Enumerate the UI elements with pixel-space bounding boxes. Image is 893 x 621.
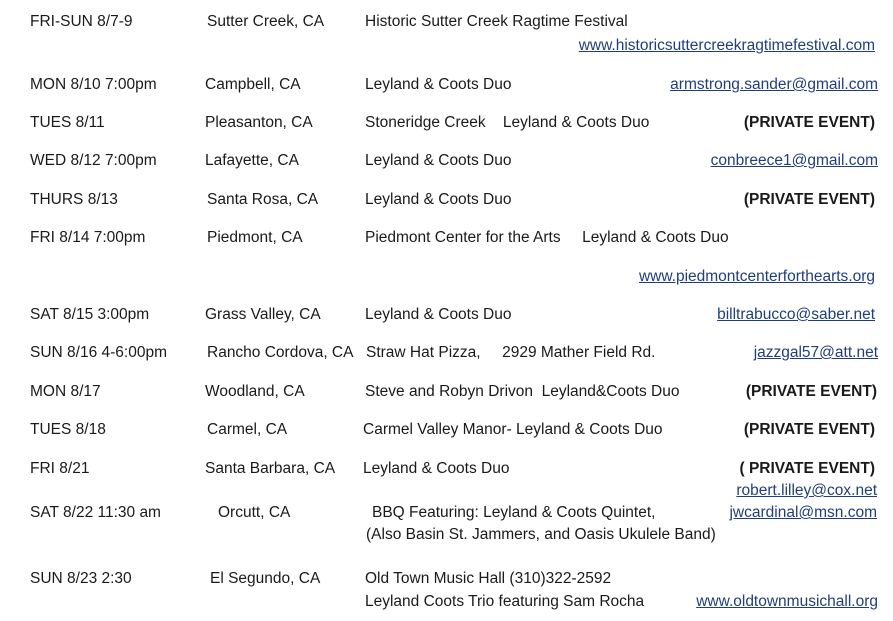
event-location: Campbell, CA xyxy=(205,76,301,93)
event-contact-link[interactable]: armstrong.sander@gmail.com xyxy=(670,76,878,93)
event-details: Steve and Robyn Drivon Leyland&Coots Duo xyxy=(365,383,680,400)
event-details: Leyland & Coots Duo xyxy=(365,76,512,93)
event-details: Leyland & Coots Duo xyxy=(365,152,512,169)
private-event-label: ( PRIVATE EVENT) xyxy=(739,460,875,477)
event-location: Santa Rosa, CA xyxy=(207,191,319,208)
event-details: BBQ Featuring: Leyland & Coots Quintet, xyxy=(372,504,656,521)
event-date: SUN 8/23 2:30 xyxy=(30,570,132,587)
event-date: FRI 8/14 7:00pm xyxy=(30,229,146,246)
event-location: Grass Valley, CA xyxy=(205,306,321,323)
event-location: El Segundo, CA xyxy=(210,570,321,587)
event-contact-link[interactable]: billtrabucco@saber.net xyxy=(717,306,875,323)
event-date: SUN 8/16 4-6:00pm xyxy=(30,344,167,361)
event-contact-link[interactable]: jwcardinal@msn.com xyxy=(729,504,877,521)
event-date: FRI 8/21 xyxy=(30,460,90,477)
event-details-extra: Leyland Coots Trio featuring Sam Rocha xyxy=(365,593,645,610)
event-contact-link[interactable]: www.historicsuttercreekragtimefestival.com xyxy=(578,37,875,54)
private-event-label: (PRIVATE EVENT) xyxy=(743,114,875,131)
event-details: Stoneridge Creek Leyland & Coots Duo xyxy=(365,114,650,131)
event-details: Leyland & Coots Duo xyxy=(365,191,512,208)
event-date: MON 8/10 7:00pm xyxy=(30,76,157,93)
event-location: Carmel, CA xyxy=(207,421,288,438)
event-details: Leyland & Coots Duo xyxy=(365,306,512,323)
event-date: TUES 8/11 xyxy=(30,114,105,131)
event-details: Piedmont Center for the Arts Leyland & Coots Duo xyxy=(365,229,729,246)
event-location: Woodland, CA xyxy=(205,383,305,400)
event-details: Old Town Music Hall (310)322-2592 xyxy=(365,570,612,587)
event-contact-link[interactable]: jazzgal57@att.net xyxy=(753,344,878,361)
event-location: Piedmont, CA xyxy=(207,229,303,246)
event-date: SAT 8/22 11:30 am xyxy=(30,504,161,521)
event-date: SAT 8/15 3:00pm xyxy=(30,306,150,323)
event-details: Leyland & Coots Duo xyxy=(363,460,510,477)
event-details-extra: (Also Basin St. Jammers, and Oasis Ukulele Band) xyxy=(366,526,716,543)
event-contact-link[interactable]: www.oldtownmusichall.org xyxy=(696,593,878,610)
event-date: MON 8/17 xyxy=(30,383,101,400)
event-details: Carmel Valley Manor- Leyland & Coots Duo xyxy=(363,421,663,438)
event-location: Orcutt, CA xyxy=(218,504,291,521)
event-contact-link[interactable]: www.piedmontcenterforthearts.org xyxy=(638,268,875,285)
event-date: TUES 8/18 xyxy=(30,421,106,438)
event-date: THURS 8/13 xyxy=(30,191,118,208)
private-event-label: (PRIVATE EVENT) xyxy=(743,421,875,438)
event-contact-link[interactable]: robert.lilley@cox.net xyxy=(736,482,877,499)
private-event-label: (PRIVATE EVENT) xyxy=(745,383,877,400)
event-details: Straw Hat Pizza, 2929 Mather Field Rd. xyxy=(366,344,656,361)
event-contact-link[interactable]: conbreece1@gmail.com xyxy=(710,152,878,169)
private-event-label: (PRIVATE EVENT) xyxy=(743,191,875,208)
event-date: WED 8/12 7:00pm xyxy=(30,152,157,169)
event-location: Lafayette, CA xyxy=(205,152,299,169)
event-location: Pleasanton, CA xyxy=(205,114,313,131)
event-details: Historic Sutter Creek Ragtime Festival xyxy=(365,13,628,30)
event-location: Rancho Cordova, CA xyxy=(207,344,354,361)
event-location: Sutter Creek, CA xyxy=(207,13,325,30)
event-location: Santa Barbara, CA xyxy=(205,460,336,477)
event-date: FRI-SUN 8/7-9 xyxy=(30,13,133,30)
